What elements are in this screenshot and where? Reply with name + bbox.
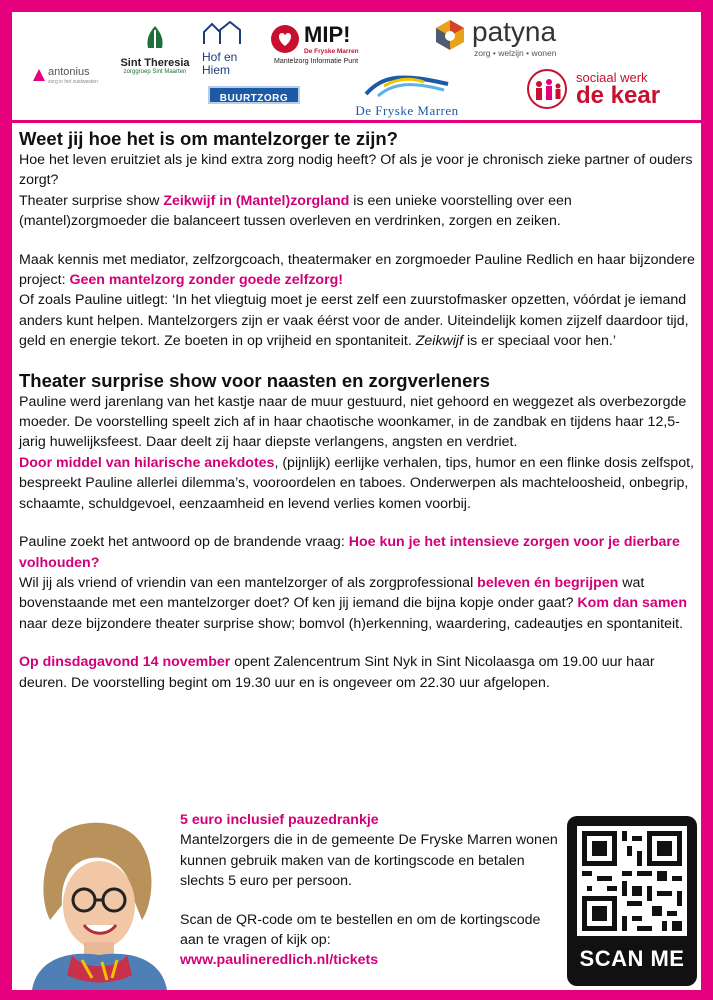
- antonius-icon: [32, 68, 46, 82]
- section2-paragraph-2: [19, 453, 695, 514]
- section2-heading: Theater surprise show voor naasten en zorgverleners: [19, 369, 490, 391]
- date-highlight: Op dinsdagavond 14 november: [19, 654, 231, 671]
- house-outline-icon: [202, 20, 246, 46]
- hof-en-hiem-text: Hof en Hiem: [202, 50, 238, 77]
- section2-p2-post: , (pijnlijk) eerlijke verhalen, tips, humor en een flinke dosis zelfspot, bespreekt Pauline allerlei dilemma’s, vooroordelen en taboes. Onderwerpen als machteloosheid, onbegrip, schaamte, schuldgevoel, eenzaamheid en levend verlies komen voorbij.: [19, 454, 694, 512]
- section1-p4-pre: Of zoals Pauline uitlegt: ‘In het vliegtuig moet je eerst zelf een zuurstofmasker opzetten, vóórdat je iemand anders kunt helpen. Mantelzorgers zijn er vaak éérst voor de ander. Uiteindelijk komen zijzelf daardoor tijd, geld en energie tekort. Ze boeten in op vrijheid en spontaniteit.: [19, 292, 689, 350]
- people-circle-icon: [522, 68, 572, 110]
- logo-strip: [12, 12, 701, 123]
- patyna-text: patyna: [472, 16, 557, 47]
- qr-code-icon: [577, 826, 687, 936]
- antonius-text: antonius: [48, 66, 90, 78]
- section1-paragraph-4: [19, 290, 695, 351]
- flyer-card: [12, 12, 701, 990]
- sint-theresia-text: Sint Theresia: [120, 57, 190, 69]
- show-title-highlight: Zeikwijf in (Mantel)zorgland: [163, 192, 350, 209]
- section2-p4-pre: Wil jij als vriend of vriendin van een mantelzorger of als zorgprofessional: [19, 574, 478, 591]
- question-highlight: Hoe kun je het intensieve zorgen voor je dierbare volhouden?: [19, 534, 680, 571]
- fryske-marren-logo: [332, 72, 482, 119]
- bottom-section: [12, 810, 701, 990]
- anekdotes-highlight: Door middel van hilarische anekdotes: [19, 454, 275, 471]
- pauline-portrait: [12, 810, 172, 990]
- zeikwijf-italic: Zeikwijf: [415, 333, 464, 350]
- qr-code-card[interactable]: [567, 816, 697, 986]
- heart-circle-icon: [270, 24, 300, 54]
- section1-p4-post: is er speciaal voor hen.’: [463, 333, 617, 350]
- section2-p4-mid: wat bovenstaande met een mantelzorger doet? Of ken jij iemand die bijna kopje onder gaat?: [19, 574, 645, 612]
- promo-body: Mantelzorgers die in de gemeente De Fryske Marren wonen kunnen gebruik maken van de kortingscode en betalen slechts 5 euro per persoon.: [180, 832, 558, 890]
- hof-en-hiem-logo: [202, 20, 258, 77]
- sint-theresia-logo: [112, 24, 198, 75]
- beleven-highlight: beleven én begrijpen: [477, 574, 619, 591]
- mip-subtext-1: De Fryske Marren: [304, 48, 359, 55]
- buurtzorg-logo: [208, 86, 300, 104]
- section2-p3-pre: Pauline zoekt het antwoord op de brandende vraag:: [19, 534, 349, 551]
- buurtzorg-text: BUURTZORG: [219, 93, 289, 104]
- mip-text: MIP!: [304, 22, 351, 47]
- section1-paragraph-3: [19, 250, 695, 291]
- waves-icon: [364, 72, 450, 98]
- patyna-icon: [434, 18, 466, 52]
- section2-paragraph-4: [19, 573, 695, 634]
- section2-p5-post: opent Zalencentrum Sint Nyk in Sint Nicolaasga om 19.00 uur haar deuren. De voorstelling begint om 19.30 uur en is ongeveer om 22.30 uur afgelopen.: [19, 654, 655, 691]
- scan-me-label: SCAN ME: [579, 946, 685, 971]
- tickets-link[interactable]: www.paulineredlich.nl/tickets: [180, 952, 379, 969]
- sint-theresia-subtext: zorggroep Sint Maarten: [123, 69, 187, 75]
- patyna-subtext: zorg • welzijn • wonen: [474, 48, 557, 58]
- section2-paragraph-5: [19, 652, 695, 693]
- sint-theresia-icon: [140, 24, 170, 52]
- antonius-subtext: zorg in het zuidwesten: [48, 79, 98, 85]
- section1-p2-post: is een unieke voorstelling over een (mantel)zorgmoeder die balanceert tussen overleven en verdrinken, zorgen en zeiken.: [19, 192, 572, 230]
- promo-scan-text: Scan de QR-code om te bestellen en om de kortingscode aan te vragen of kijk op:: [180, 911, 541, 949]
- section1-p3-pre: Maak kennis met mediator, zelfzorgcoach, theatermaker en zorgmoeder Pauline Redlich en haar bijzondere project:: [19, 251, 695, 289]
- section1-heading: Weet jij hoe het is om mantelzorger te zijn?: [19, 128, 398, 149]
- section2-p4-post: naar deze bijzondere theater surprise show; bomvol (h)erkenning, waardering, cadeautjes en spontaniteit.: [19, 615, 684, 632]
- section1-p2-pre: Theater surprise show: [19, 192, 164, 209]
- section2-paragraph-3: [19, 532, 695, 573]
- section2-paragraph-1: Pauline werd jarenlang van het kastje naar de muur gestuurd, niet gehoord en weggezet als overbezorgde moeder. De voorstelling speelt zich af in haar chaotische woonkamer, in de zandbak en tijdens haar 12,5-jarig huwelijksfeest. Daar deelt zij haar diepste verlangens, angsten en verdriet.: [19, 393, 687, 451]
- main-content: [19, 128, 695, 693]
- de-kear-text: de kear: [576, 82, 661, 109]
- mip-subtext-2: Mantelzorg Informatie Punt: [274, 58, 359, 65]
- portrait-image: [12, 810, 172, 990]
- promo-block: [180, 810, 560, 971]
- promo-title: 5 euro inclusief pauzedrankje: [180, 812, 379, 828]
- section1-paragraph-1: Hoe het leven eruitziet als je kind extra zorg nodig heeft? Of als je voor je chronisch zieke partner of ouders zorgt?: [19, 152, 693, 189]
- qr-code-image: [577, 826, 687, 936]
- sociaal-werk-text: sociaal werk: [576, 70, 648, 85]
- project-highlight: Geen mantelzorg zonder goede zelfzorg!: [69, 272, 344, 289]
- section1-paragraph-2: [19, 191, 695, 232]
- kom-samen-highlight: Kom dan samen: [577, 595, 687, 612]
- fryske-marren-text: De Fryske Marren: [355, 103, 459, 118]
